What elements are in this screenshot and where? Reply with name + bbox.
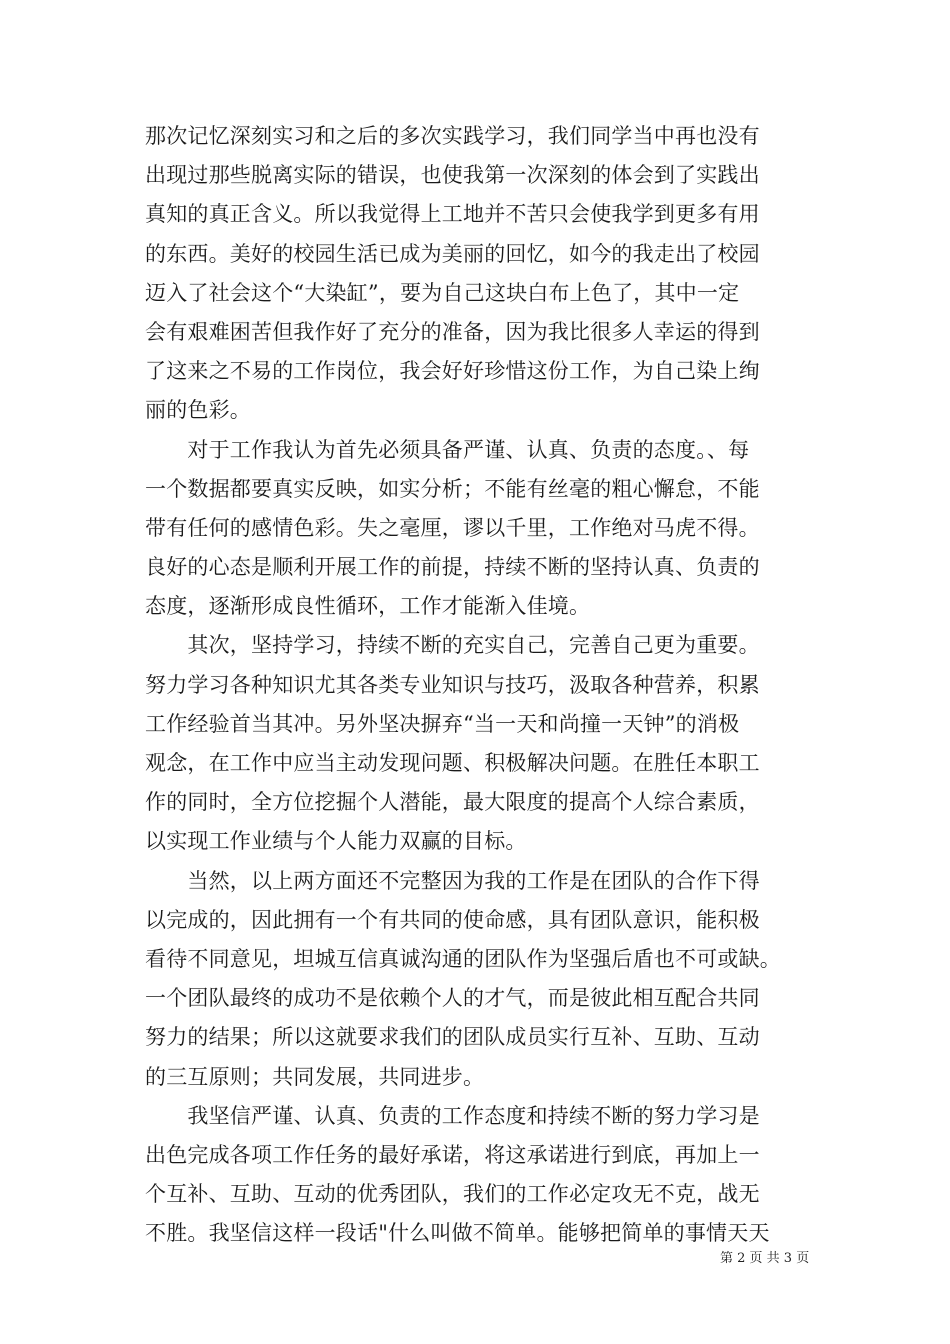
text-line: 了这来之不易的工作岗位，我会好好珍惜这份工作，为自己染上绚 — [145, 359, 760, 384]
text-line: 那次记忆深刻实习和之后的多次实践学习，我们同学当中再也没有 — [145, 124, 760, 148]
text-line: 以完成的，因此拥有一个有共同的使命感，具有团队意识，能积极 — [145, 907, 760, 932]
text-line: 出色完成各项工作任务的最好承诺，将这承诺进行到底，再加上一 — [145, 1142, 760, 1167]
text-line: 真知的真正含义。所以我觉得上工地并不苦只会使我学到更多有用 — [145, 202, 760, 227]
text-line: 以实现工作业绩与个人能力双赢的目标。 — [145, 829, 527, 854]
text-line: 的东西。美好的校园生活已成为美丽的回忆，如今的我走出了校园 — [145, 241, 760, 266]
page-number: 第 2 页 共 3 页 — [720, 1251, 810, 1266]
text-line: 带有任何的感情色彩。失之毫厘，谬以千里，工作绝对马虎不得。 — [145, 515, 760, 540]
text-line: 其次，坚持学习，持续不断的充实自己，完善自己更为重要。 — [145, 633, 760, 658]
text-line: 一个团队最终的成功不是依赖个人的才气，而是彼此相互配合共同 — [145, 986, 760, 1011]
text-line: 良好的心态是顺利开展工作的前提，持续不断的坚持认真、负责的 — [145, 555, 760, 580]
text-line: 努力的结果；所以这就要求我们的团队成员实行互补、互助、互动 — [145, 1025, 760, 1050]
text-line: 一个数据都要真实反映，如实分析；不能有丝毫的粗心懈怠，不能 — [145, 476, 760, 501]
text-line: 的三互原则；共同发展，共同进步。 — [145, 1064, 485, 1089]
text-line: 看待不同意见，坦城互信真诚沟通的团队作为坚强后盾也不可或缺。 — [145, 946, 781, 971]
body-text — [145, 117, 825, 1253]
text-line: 努力学习各种知识尤其各类专业知识与技巧，汲取各种营养，积累 — [145, 672, 760, 697]
text-line: 工作经验首当其冲。另外坚决摒弃“当一天和尚撞一天钟”的消极 — [145, 711, 740, 736]
text-line: 观念，在工作中应当主动发现问题、积极解决问题。在胜任本职工 — [145, 751, 760, 775]
text-line: 不胜。我坚信这样一段话"什么叫做不简单。能够把简单的事情天天 — [145, 1221, 770, 1246]
text-line: 出现过那些脱离实际的错误，也使我第一次深刻的体会到了实践出 — [145, 163, 760, 188]
text-line: 我坚信严谨、认真、负责的工作态度和持续不断的努力学习是 — [145, 1103, 760, 1128]
text-line: 作的同时，全方位挖掘个人潜能，最大限度的提高个人综合素质， — [145, 790, 760, 815]
text-line: 会有艰难困苦但我作好了充分的准备，因为我比很多人幸运的得到 — [145, 319, 760, 344]
text-line: 对于工作我认为首先必须具备严谨、认真、负责的态度。、每 — [145, 437, 750, 462]
text-line: 态度，逐渐形成良性循环，工作才能渐入佳境。 — [145, 594, 591, 619]
text-line: 个互补、互助、互动的优秀团队，我们的工作必定攻无不克，战无 — [145, 1182, 760, 1207]
text-line: 迈入了社会这个“大染缸”，要为自己这块白布上色了，其中一定 — [145, 280, 740, 305]
text-line: 当然，以上两方面还不完整因为我的工作是在团队的合作下得 — [145, 868, 760, 893]
text-line: 丽的色彩。 — [145, 398, 251, 423]
